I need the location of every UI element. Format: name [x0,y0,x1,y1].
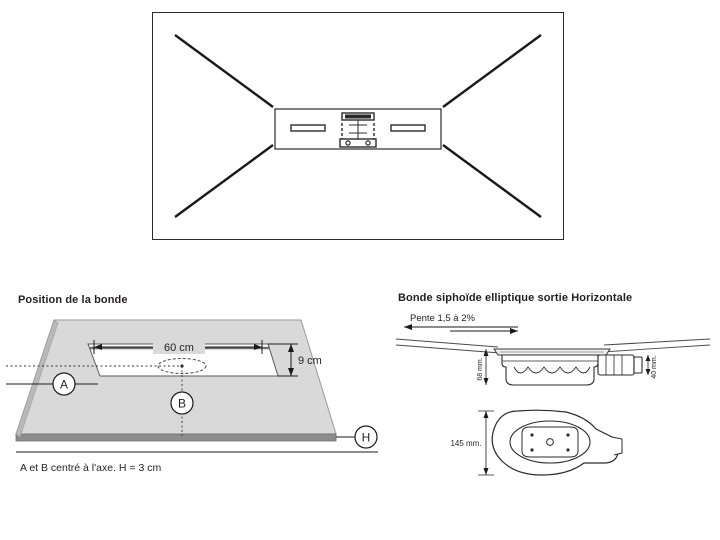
marker-b-label: B [177,396,187,411]
dimension-width-label: 60 cm [164,342,194,354]
dimension-height-label: 68 mm. [477,357,484,381]
slope-indicator [404,313,518,334]
tray-perspective-drawing [6,308,386,478]
drain-position-diagram [6,308,386,478]
marker-h-label: H [361,430,371,445]
marker-b [171,392,193,414]
slot-right [391,125,425,131]
siphon-body [502,355,598,385]
outlet-pipe [598,355,642,375]
top-view-drawing [153,13,563,239]
dimension-outlet [646,355,659,379]
dimension-height [477,349,489,385]
tray-front-edge [16,434,336,441]
left-section-title: Position de la bonde [18,294,128,306]
marker-h [336,426,377,448]
dimension-outlet-label: 40 mm. [651,355,658,379]
siphon-detail-diagram [390,305,716,505]
siphon-plan-view [492,410,622,475]
top-view-panel [152,12,564,240]
right-section-title: Bonde siphoïde elliptique sortie Horizontale [398,292,633,304]
slot-left [291,125,325,131]
siphon-drawing [390,305,716,505]
dimension-depth-label: 9 cm [298,355,322,367]
dimension-length-label: 145 mm. [450,439,482,448]
slope-label: Pente 1,5 à 2% [410,313,475,324]
dimension-length [450,411,494,475]
marker-a-label: A [59,377,69,392]
left-section-caption: A et B centré à l'axe. H = 3 cm [20,462,162,474]
drain-flange [494,349,610,355]
